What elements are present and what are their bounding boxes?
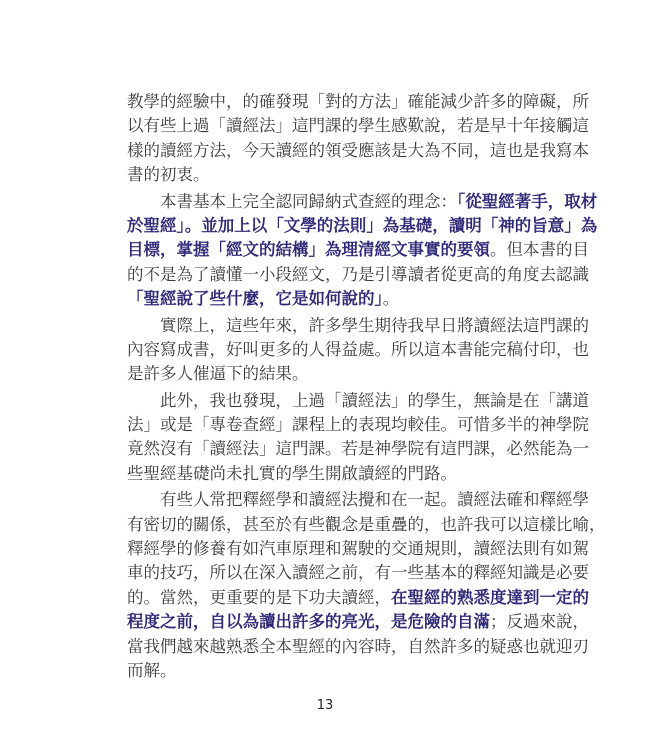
- body-text: 車的技巧，所以在深入讀經之前，有一些基本的釋經知識是必要: [127, 563, 589, 583]
- body-text: 有密切的關係，甚至於有些觀念是重疊的，也許我可以這樣比喻，: [127, 514, 606, 534]
- body-text: 的不是為了讀懂一小段經文，乃是引導讀者從更高的角度去認識: [127, 264, 589, 284]
- text-line: [127, 139, 589, 163]
- body-text: 當我們越來越熟悉全本聖經的內容時，自然許多的疑惑也就迎刃: [127, 636, 589, 656]
- text-line: [127, 488, 589, 512]
- text-line: [127, 610, 589, 634]
- text-line: [127, 413, 589, 437]
- text-line: [127, 635, 589, 659]
- text-line: [127, 362, 514, 386]
- text-line: [127, 462, 514, 486]
- text-line: [127, 314, 589, 338]
- body-text: 有些人常把釋經學和讀經法攪和在一起。讀經法確和釋經學: [127, 490, 589, 510]
- text-line: [127, 114, 589, 138]
- paragraph: [127, 488, 606, 683]
- text-line: [127, 586, 589, 610]
- body-text: 實際上，這些年來，許多學生期待我早日將讀經法這門課的: [127, 315, 589, 335]
- paragraph: [127, 190, 598, 312]
- paragraph: [127, 90, 589, 188]
- body-text: 樣的讀經方法，今天讀經的領受應該是大為不同，這也是我寫本: [127, 140, 589, 160]
- text-line: [127, 561, 589, 585]
- body-text: 竟然沒有「讀經法」這門課。若是神學院有這門課，必然能為一: [127, 439, 589, 459]
- text-line: [127, 214, 598, 238]
- text-line: [127, 287, 514, 311]
- text-line: [127, 163, 514, 187]
- body-text: 。: [382, 289, 400, 309]
- emphasized-text: 在聖經的熟悉度達到一定的: [391, 587, 589, 607]
- body-text: 此外，我也發現，上過「讀經法」的學生，無論是在「講道: [127, 390, 589, 410]
- page-body: [127, 90, 606, 685]
- body-text: 是許多人催逼下的結果。: [127, 364, 309, 384]
- paragraph: [127, 314, 589, 387]
- body-text: 內容寫成書，好叫更多的人得益處。所以這本書能完稿付印，也: [127, 339, 589, 359]
- text-line: [127, 437, 589, 461]
- body-text: 本書基本上完全認同歸納式查經的理念：: [127, 191, 457, 211]
- text-line: [127, 659, 514, 683]
- emphasized-text: 「聖經說了些什麼，它是如何說的」: [127, 289, 383, 309]
- body-text: ；反過來說，: [490, 612, 589, 632]
- body-text: 教學的經驗中，的確發現「對的方法」確能減少許多的障礙，所: [127, 92, 589, 111]
- body-text: 些聖經基礎尚未扎實的學生開啟讀經的門路。: [127, 463, 457, 483]
- page-number: 13: [316, 698, 334, 713]
- text-line: [127, 263, 589, 287]
- body-text: 的。當然，更重要的是下功夫讀經，: [127, 587, 391, 607]
- emphasized-text: 於聖經」。並加上以「文學的法則」為基礎，讀明「神的旨意」為: [127, 215, 598, 235]
- body-text: 而解。: [127, 660, 177, 680]
- emphasized-text: 程度之前，自以為讀出許多的亮光，是危險的自滿: [127, 612, 490, 632]
- body-text: 釋經學的修養有如汽車原理和駕駛的交通規則，讀經法則有如駕: [127, 539, 589, 559]
- paragraph: [127, 389, 589, 487]
- body-text: 書的初衷。: [127, 165, 210, 185]
- text-line: [127, 513, 606, 537]
- emphasized-text: 目標，掌握「經文的結構」為理清經文事實的要領: [127, 240, 490, 260]
- body-text: 以有些上過「讀經法」這門課的學生感歎說，若是早十年接觸這: [127, 116, 589, 136]
- text-line: [127, 238, 589, 262]
- body-text: 。但本書的目: [490, 240, 589, 260]
- text-line: [127, 90, 589, 114]
- text-line: [127, 389, 589, 413]
- text-line: [127, 338, 589, 362]
- emphasized-text: 「從聖經著手，取材: [457, 191, 598, 211]
- text-line: [127, 537, 589, 561]
- body-text: 法」或是「專卷查經」課程上的表現均較佳。可惜多半的神學院: [127, 415, 589, 435]
- text-line: [127, 190, 598, 214]
